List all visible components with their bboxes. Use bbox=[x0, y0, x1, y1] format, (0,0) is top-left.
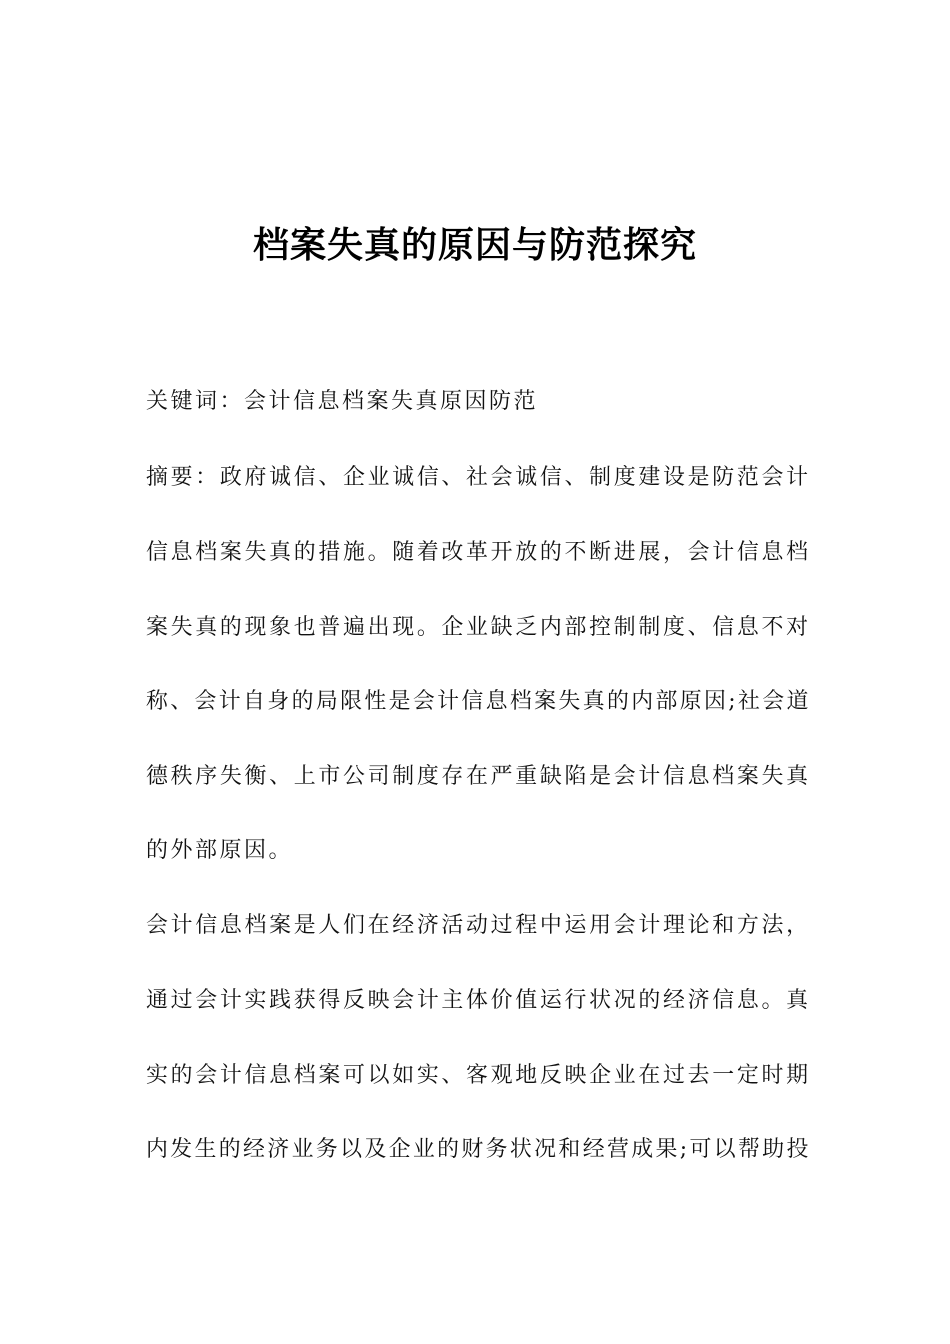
body-paragraph-line: 内发生的经济业务以及企业的财务状况和经营成果;可以帮助投 bbox=[146, 1137, 811, 1162]
document-title: 档案失真的原因与防范探究 bbox=[252, 225, 697, 266]
body-paragraph-line: 会计信息档案是人们在经济活动过程中运用会计理论和方法， bbox=[146, 913, 811, 938]
keywords-line: 关键词：会计信息档案失真原因防范 bbox=[146, 389, 539, 414]
abstract-line: 摘要：政府诚信、企业诚信、社会诚信、制度建设是防范会计 bbox=[146, 465, 811, 490]
body-paragraph-line: 实的会计信息档案可以如实、客观地反映企业在过去一定时期 bbox=[146, 1063, 811, 1088]
abstract-line: 称、会计自身的局限性是会计信息档案失真的内部原因;社会道 bbox=[146, 689, 811, 714]
body-paragraph-line: 通过会计实践获得反映会计主体价值运行状况的经济信息。真 bbox=[146, 988, 811, 1013]
abstract-line: 信息档案失真的措施。随着改革开放的不断进展，会计信息档 bbox=[146, 540, 811, 565]
abstract-line: 德秩序失衡、上市公司制度存在严重缺陷是会计信息档案失真 bbox=[146, 764, 811, 789]
abstract-line: 的外部原因。 bbox=[146, 838, 294, 863]
abstract-line: 案失真的现象也普遍出现。企业缺乏内部控制制度、信息不对 bbox=[146, 615, 811, 640]
